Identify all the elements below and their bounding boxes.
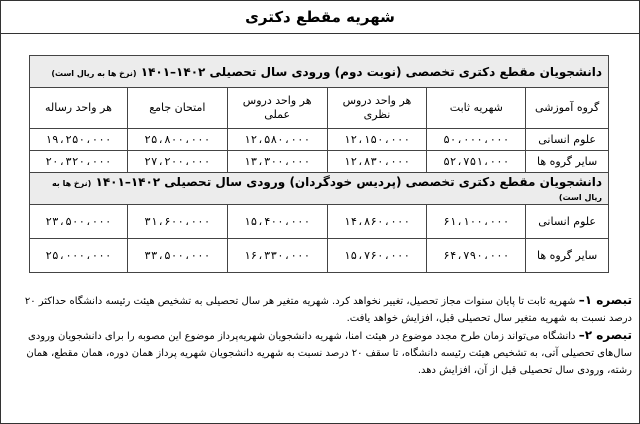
table-cell: ۱۴،۸۶۰،۰۰۰ — [327, 205, 427, 239]
table-cell: ۱۶،۳۳۰،۰۰۰ — [227, 239, 327, 273]
table-cell: ۱۵،۷۶۰،۰۰۰ — [327, 239, 427, 273]
note-label: تبصره ۱– — [578, 293, 632, 307]
table-cell: ۱۲،۸۳۰،۰۰۰ — [327, 151, 427, 173]
table-cell: ۱۲،۱۵۰،۰۰۰ — [327, 129, 427, 151]
table-cell: ۱۳،۳۰۰،۰۰۰ — [227, 151, 327, 173]
table-cell: ۱۵،۴۰۰،۰۰۰ — [227, 205, 327, 239]
section-heading: دانشجویان مقطع دکتری تخصصی (نوبت دوم) ورودی سال تحصیلی ۱۴۰۲–۱۴۰۱ (نرخ ها به ریال است) — [30, 56, 609, 88]
table-row — [30, 129, 609, 151]
column-header: گروه آموزشی — [526, 88, 609, 129]
group-cell: سایر گروه ها — [526, 151, 609, 173]
table-cell: ۶۱،۱۰۰،۰۰۰ — [427, 205, 526, 239]
table-cell: ۱۲،۵۸۰،۰۰۰ — [227, 129, 327, 151]
column-header: هر واحد دروس عملی — [227, 88, 327, 129]
table-row — [30, 151, 609, 173]
column-header: هر واحد دروس نظری — [327, 88, 427, 129]
table-row — [30, 205, 609, 239]
table-cell: ۵۲،۷۵۱،۰۰۰ — [427, 151, 526, 173]
table-cell: ۵۰،۰۰۰،۰۰۰ — [427, 129, 526, 151]
note-text: دانشگاه می‌تواند زمان طرح مجدد موضوع در هیئت امنا، شهریه دانشجویان شهریه‌پرداز موضوع این مصوبه را برای دانشجویان ورودی سال‌های تحصیلی آتی، به تشخیص هیئت رئیسه دانشگاه، تا سقف ۲۰ درصد نسبت به شهریه دانشجویان شهریه پرداز همان دوره، همان مقطع، همان رشته، ورودی سال تحصیلی قبل از آن، افزایش دهد. — [26, 331, 632, 376]
group-cell: سایر گروه ها — [526, 239, 609, 273]
group-cell: علوم انسانی — [526, 205, 609, 239]
tuition-table — [29, 55, 609, 273]
note-1 — [8, 292, 632, 327]
table-cell: ۲۰،۳۲۰،۰۰۰ — [30, 151, 128, 173]
table-cell: ۲۳،۵۰۰،۰۰۰ — [30, 205, 128, 239]
table-cell: ۱۹،۲۵۰،۰۰۰ — [30, 129, 128, 151]
column-header-row — [30, 88, 609, 129]
table-cell: ۳۳،۵۰۰،۰۰۰ — [127, 239, 227, 273]
group-cell: علوم انسانی — [526, 129, 609, 151]
column-header: شهریه ثابت — [427, 88, 526, 129]
table-cell: ۲۷،۲۰۰،۰۰۰ — [127, 151, 227, 173]
column-header: امتحان جامع — [127, 88, 227, 129]
table-cell: ۳۱،۶۰۰،۰۰۰ — [127, 205, 227, 239]
page-title: شهریه مقطع دکتری — [0, 0, 640, 34]
table-cell: ۲۵،۸۰۰،۰۰۰ — [127, 129, 227, 151]
table-cell: ۶۴،۷۹۰،۰۰۰ — [427, 239, 526, 273]
column-header: هر واحد رساله — [30, 88, 128, 129]
note-text: شهریه ثابت تا پایان سنوات مجاز تحصیل، تغییر نخواهد کرد. شهریه متغیر هر سال تحصیلی به تشخیص هیئت رئیسه دانشگاه حداکثر ۲۰ درصد نسبت به شهریه متغیر سال تحصیلی قبل، افزایش خواهد یافت. — [24, 296, 632, 324]
table-cell: ۲۵،۰۰۰،۰۰۰ — [30, 239, 128, 273]
note-label: تبصره ۲– — [578, 328, 632, 342]
notes — [8, 292, 632, 379]
section-heading: دانشجویان مقطع دکتری تخصصی (پردیس خودگردان) ورودی سال تحصیلی ۱۴۰۲–۱۴۰۱ (نرخ ها به ریال است) — [30, 173, 609, 205]
note-2 — [8, 327, 632, 379]
table-row — [30, 239, 609, 273]
